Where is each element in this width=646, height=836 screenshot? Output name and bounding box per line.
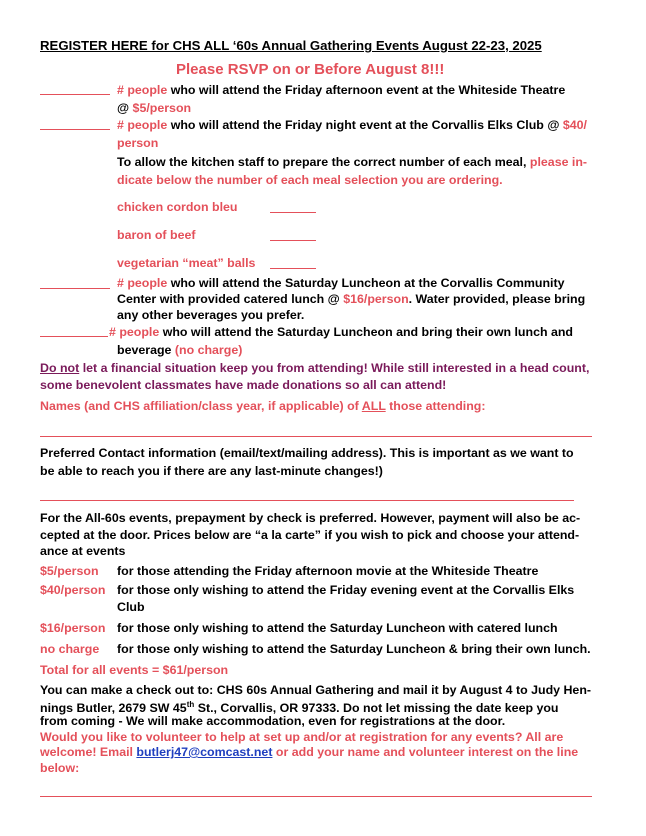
- all-emphasis: ALL: [361, 399, 386, 413]
- price-1-desc: for those only wishing to attend the Friday evening event at the Corvallis Elks: [117, 583, 575, 597]
- meal-chicken-label: chicken cordon bleu: [117, 200, 238, 214]
- contact-line1: Preferred Contact information (email/text/mailing address). This is important as we want to: [40, 446, 574, 460]
- contact-line2: be able to reach you if there are any last-minute changes!): [40, 464, 383, 478]
- kitchen-note-line2: dicate below the number of each meal selection you are ordering.: [117, 173, 503, 187]
- meal-beef-label: baron of beef: [117, 228, 196, 242]
- price-0-desc: for those attending the Friday afternoon movie at the Whiteside Theatre: [117, 564, 539, 578]
- financial-note-line2: some benevolent classmates have made donations so all can attend!: [40, 378, 447, 392]
- kitchen-note-text: To allow the kitchen staff to prepare the correct number of each meal,: [117, 155, 527, 169]
- saturday-own-count-blank[interactable]: [40, 336, 108, 337]
- price-2-desc: for those only wishing to attend the Saturday Luncheon with catered lunch: [117, 621, 558, 635]
- rsvp-deadline: Please RSVP on or Before August 8!!!: [176, 61, 445, 78]
- price-1-desc2: Club: [117, 600, 145, 614]
- financial-note-line1: [40, 360, 589, 376]
- people-label: # people: [117, 83, 168, 97]
- contact-blank-line[interactable]: [40, 500, 574, 501]
- friday-afternoon-text: who will attend the Friday afternoon event at the Whiteside Theatre: [170, 83, 566, 97]
- check-address-b: St., Corvallis, OR 97333. Do not let missing the date keep you: [194, 701, 559, 716]
- saturday-own-text: who will attend the Saturday Luncheon and bring their own lunch and: [162, 325, 573, 339]
- people-label: # people: [117, 118, 168, 132]
- saturday-own-line1: [109, 324, 573, 340]
- price-2: $16/person: [40, 621, 106, 635]
- check-line3: from coming - We will make accommodation, even for registrations at the door.: [40, 714, 506, 728]
- volunteer-welcome: welcome! Email: [40, 745, 133, 759]
- friday-night-line: [117, 117, 587, 133]
- meal-vegetarian-label: vegetarian “meat” balls: [117, 256, 256, 270]
- meal-chicken-blank[interactable]: [270, 212, 316, 213]
- saturday-catered-price: $16/person: [343, 292, 409, 306]
- names-prompt: [40, 398, 486, 414]
- price-3-desc: for those only wishing to attend the Saturday Luncheon & bring their own lunch.: [117, 642, 591, 656]
- volunteer-instructions: or add your name and volunteer interest on the line: [275, 745, 579, 759]
- names-prompt-text: Names (and CHS affiliation/class year, if applicable) of: [40, 399, 359, 413]
- saturday-catered-line2: [117, 291, 585, 307]
- friday-afternoon-price-line: [117, 100, 191, 116]
- total-price: Total for all events = $61/person: [40, 663, 229, 677]
- do-not-emphasis: Do not: [40, 361, 80, 375]
- saturday-catered-text2: Center with provided catered lunch @: [117, 292, 340, 306]
- saturday-own-line2: [117, 342, 242, 358]
- people-label: # people: [109, 325, 160, 339]
- ordinal-suffix: th: [186, 700, 195, 709]
- friday-afternoon-line: [117, 82, 565, 98]
- volunteer-line2: [40, 744, 578, 760]
- beverage-text: beverage: [117, 343, 172, 357]
- volunteer-line1: Would you like to volunteer to help at set up and/or at registration for any events? All are: [40, 730, 564, 744]
- friday-afternoon-price: $5/person: [132, 101, 192, 115]
- saturday-catered-text2b: . Water provided, please bring: [408, 292, 586, 306]
- at-sign: @: [117, 101, 130, 115]
- friday-night-price-cont: person: [117, 136, 159, 150]
- saturday-catered-line3: any other beverages you prefer.: [117, 308, 305, 322]
- payment-line2: cepted at the door. Prices below are “a la carte” if you wish to pick and choose your attend-: [40, 528, 580, 542]
- page-title: REGISTER HERE for CHS ALL ‘60s Annual Gathering Events August 22-23, 2025: [40, 38, 542, 53]
- price-0: $5/person: [40, 564, 99, 578]
- saturday-catered-count-blank[interactable]: [40, 288, 110, 289]
- meal-beef-blank[interactable]: [270, 240, 316, 241]
- friday-night-count-blank[interactable]: [40, 129, 110, 130]
- volunteer-line3: below:: [40, 761, 80, 775]
- no-charge-note: (no charge): [174, 343, 243, 357]
- price-3: no charge: [40, 642, 100, 656]
- kitchen-note-red: please in-: [529, 155, 588, 169]
- meal-vegetarian-blank[interactable]: [270, 268, 316, 269]
- names-blank-line[interactable]: [40, 436, 592, 437]
- volunteer-blank-line[interactable]: [40, 796, 592, 797]
- friday-afternoon-count-blank[interactable]: [40, 94, 110, 95]
- price-1: $40/person: [40, 583, 106, 597]
- financial-note-text: let a financial situation keep you from attending! While still interested in a head count,: [82, 361, 590, 375]
- kitchen-note-line1: [117, 154, 587, 170]
- email-link[interactable]: butlerj47@comcast.net: [136, 745, 273, 759]
- friday-night-price: $40/: [562, 118, 587, 132]
- names-prompt-after: those attending:: [389, 399, 486, 413]
- check-address-a: nings Butler, 2679 SW 45: [40, 701, 187, 716]
- saturday-catered-line1: [117, 275, 565, 291]
- saturday-catered-text: who will attend the Saturday Luncheon at the Corvallis Community: [170, 276, 565, 290]
- check-line1: You can make a check out to: CHS 60s Annual Gathering and mail it by August 4 to Judy Hen-: [40, 683, 592, 697]
- friday-night-text: who will attend the Friday night event at the Corvallis Elks Club @: [170, 118, 560, 132]
- payment-line1: For the All-60s events, prepayment by check is preferred. However, payment will also be ac-: [40, 511, 581, 525]
- payment-line3: ance at events: [40, 544, 126, 558]
- people-label: # people: [117, 276, 168, 290]
